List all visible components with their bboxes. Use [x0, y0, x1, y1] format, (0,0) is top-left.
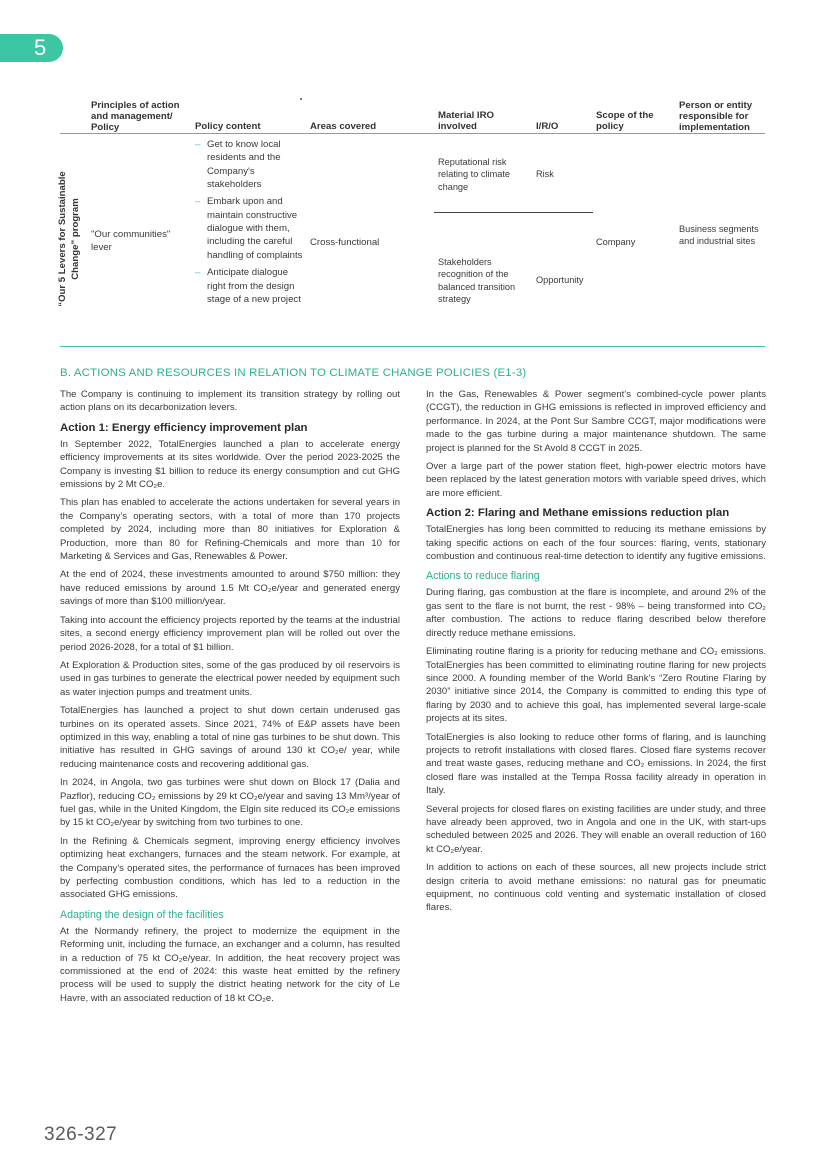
- table-header-rule: [60, 133, 765, 134]
- page-number-tab: 5: [0, 34, 63, 62]
- decorative-dot: [300, 98, 302, 100]
- header-iro-type: I/R/O: [536, 121, 559, 132]
- person-cell: Business segments and industrial sites: [679, 224, 759, 247]
- policy-item: – Embark upon and maintain constructive dialogue with them, including the careful handling of complaints: [195, 195, 305, 261]
- iro-risk-cell: Reputational risk relating to climate change: [438, 157, 511, 192]
- paragraph: TotalEnergies has launched a project to shut down certain underused gas turbines on its operated assets. Since 2021, 74% of E&P assets have been optimized in this way, enabling a total of nine gas turbines to be shut down. This initiative has resulted in GHG savings of around 130 kt CO₂e/ year, while reducing maintenance costs and recovering additional gas.: [60, 705, 400, 770]
- policy-item: – Anticipate dialogue right from the design stage of a new project: [195, 266, 305, 306]
- iro-divider: [434, 212, 593, 213]
- subheading-adapting-design: Adapting the design of the facilities: [60, 908, 224, 921]
- subheading-reduce-flaring: Actions to reduce flaring: [426, 570, 540, 583]
- header-material-iro: Material IRO involved: [438, 110, 494, 132]
- right-column: [426, 388, 766, 920]
- policy-content-cell: [195, 138, 305, 310]
- left-column: [60, 388, 400, 1010]
- paragraph: In the Gas, Renewables & Power segment’s combined-cycle power plants (CCGT), the reduction in GHG emissions is reflected in improved efficiency and performance. In 2024, at the Pont Sur Sambre CCGT, major modifications were made to the gas turbine during a major maintenance shutdown. The same project is planned for the St Avold 8 CCGT in 2025.: [426, 389, 766, 454]
- policy-item: – Get to know local residents and the Company's stakeholders: [195, 138, 305, 191]
- iro-risk-type: Risk: [536, 169, 554, 179]
- heading-action-2: Action 2: Flaring and Methane emissions reduction plan: [426, 507, 730, 520]
- paragraph: Several projects for closed flares on existing facilities are under study, and three have already been approved, two in Angola and one in the UK, with start-ups scheduled between 2025 and 2026. They will enable an overall reduction of 160 kt CO₂e/year.: [426, 803, 766, 855]
- iro-opportunity-type: Opportunity: [536, 275, 584, 285]
- paragraph: In addition to actions on each of these sources, all new projects include strict design criteria to avoid methane emissions: no natural gas for pneumatic equipment, no continuous cold venting and systematic installation of closed flares.: [426, 862, 766, 914]
- iro-opportunity-cell: Stakeholders recognition of the balanced transition strategy: [438, 257, 516, 304]
- section-title: B. ACTIONS AND RESOURCES IN RELATION TO CLIMATE CHANGE POLICIES (E1-3): [60, 367, 527, 379]
- paragraph: TotalEnergies is also looking to reduce other forms of flaring, and is launching projects to retrofit installations with closed flares. Closed flare systems recover and treat waste gases, reducing methane and CO₂ emissions. In 2024, the first closed flare was installed at the Tempa Rossa facility already in operation in Italy.: [426, 731, 766, 797]
- header-principles: Principles of action and management/ Policy: [91, 100, 180, 133]
- paragraph: In September 2022, TotalEnergies launched a plan to accelerate energy efficiency improvements at its sites worldwide. Over the period 2023-2025 the Company is investing $1 billion to reduce its energy consumption and cut GHG emissions by 2 Mt CO₂e.: [60, 438, 400, 491]
- paragraph: At the end of 2024, these investments amounted to around $750 million: they have reduced emissions by around 1.5 Mt CO₂e/year and generated energy savings of more than $100 million/year.: [60, 569, 400, 608]
- paragraph: TotalEnergies has long been committed to reducing its methane emissions by taking specific actions on each of the four sources: flaring, vents, stationary combustion and continuous real-time detection to identify any fugitive emissions.: [426, 524, 766, 563]
- paragraph: Eliminating routine flaring is a priority for reducing methane and CO₂ emissions. TotalEnergies has been committed to eliminating routine flaring for new projects since 2000. A founding member of the World Bank’s “Zero Routine Flaring by 2030” initiative since 2014, the Company is committed to ending this type of flaring by 2030 and to achieve this goal, has implemented several large-scale projects at its sites.: [426, 646, 766, 725]
- header-areas-covered: Areas covered: [310, 121, 377, 132]
- heading-action-1: Action 1: Energy efficiency improvement plan: [60, 421, 308, 434]
- paragraph: At the Normandy refinery, the project to modernize the equipment in the Reforming unit, including the furnace, an exchanger and a column, has resulted in a reduction of 75 kt CO₂e/year. In addition, the heat recovery project was commissioned at the end of 2024: this waste heat emitted by the refinery process will be used to supply the district heating network for the city of Le Havre, with an associated reduction of 18 kt CO₂e.: [60, 925, 400, 1004]
- header-scope: Scope of the policy: [596, 110, 654, 132]
- header-person: Person or entity responsible for implementation: [679, 100, 753, 133]
- paragraph: The Company is continuing to implement its transition strategy by rolling out action plans on its decarbonization levers.: [60, 389, 400, 414]
- row-label-program: “Our 5 Levers for Sustainable Change” program: [57, 171, 81, 307]
- paragraph: This plan has enabled to accelerate the actions undertaken for several years in the Company’s operating sectors, with a total of more than 170 projects completed by 2024, including more than 80 initiatives for Exploration & Production, more than 80 for Refining-Chemicals and more than 10 for Marketing & Services and Gas, Renewables & Power.: [60, 497, 400, 563]
- paragraph: Over a large part of the power station fleet, high-power electric motors have been replaced by the latest generation motors with variable speed drives, which are more efficient.: [426, 461, 766, 499]
- paragraph: During flaring, gas combustion at the flare is incomplete, and around 2% of the gas sent to the flare is not burnt, the rest - 98% – being transformed into CO₂ after combustion. The actions to reduce flaring described below therefore directly reduce methane emissions.: [426, 587, 766, 639]
- scope-cell: Company: [596, 237, 636, 247]
- footer-page-numbers: 326-327: [44, 1124, 118, 1145]
- paragraph: In 2024, in Angola, two gas turbines were shut down on Block 17 (Dalia and Pazflor), reducing CO₂ emissions by 29 kt CO₂e/year and saving 13 Mm³/year of fuel gas, while in the United Kingdom, the Elgin site reduced its CO₂e emissions by 15 kt CO₂e/year by switching from two turbines to one.: [60, 777, 400, 829]
- areas-covered-cell: Cross-functional: [310, 237, 380, 248]
- paragraph: In the Refining & Chemicals segment, improving energy efficiency involves optimizing heat exchangers, furnaces and the steam network. For example, at the Company's operated sites, the performance of furnaces has been improved by perfecting combustion conditions, which has led to a reduction in the associated GHG emissions.: [60, 835, 400, 901]
- header-policy-content: Policy content: [195, 121, 261, 132]
- lever-cell: "Our communities" lever: [91, 229, 171, 253]
- paragraph: Taking into account the efficiency projects reported by the teams at the industrial sites, a second energy efficiency improvement plan will be rolled out over the period 2026-2028, for a total of $1 billion.: [60, 614, 400, 653]
- paragraph: At Exploration & Production sites, some of the gas produced by oil reservoirs is used in gas turbines to generate the electrical power needed by equipment such as water injection pumps and treatment units.: [60, 659, 400, 698]
- table-bottom-rule: [60, 346, 765, 347]
